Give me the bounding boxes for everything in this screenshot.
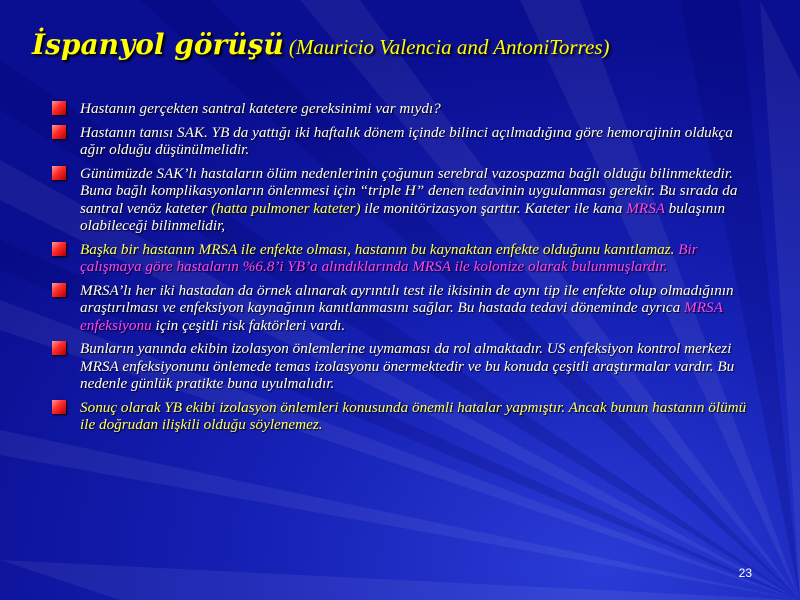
slide-title <box>32 28 760 61</box>
bullet-marker-icon <box>52 101 66 115</box>
title-subtitle: (Mauricio Valencia and AntoniTorres) <box>288 35 610 59</box>
bullet-marker-icon <box>52 125 66 139</box>
bullet-item <box>52 124 758 159</box>
bullet-text: MRSA’lı her iki hastadan da örnek alınarak ayrıntılı test ile ikisinin de aynı tip ile enfekte olup olmadığının araştırılması ve enfeksiyon kaynağının kanıtlanmasını sağlar. Bu hastada tedavi döneminde ayrıca <box>80 281 734 316</box>
title-main: İspanyol görüşü <box>32 28 284 61</box>
bullet-marker-icon <box>52 341 66 355</box>
bullet-item <box>52 241 758 276</box>
bullet-text: için çeşitli risk faktörleri vardı. <box>151 316 346 334</box>
bullet-marker-icon <box>52 400 66 414</box>
bullet-item <box>52 100 758 118</box>
bullet-text: Hastanın tanısı SAK. YB da yattığı iki haftalık dönem içinde bilinci açılmadığına göre hemorajinin oldukça ağır olduğu düşünülmelidir. <box>80 123 733 158</box>
bullet-item <box>52 399 758 434</box>
highlight-text: Bir çalışmaya göre hastaların %6.8’i YB’a alındıklarında MRSA ile kolonize olarak bulunmuşlardır. <box>80 240 698 275</box>
highlight-text: MRSA <box>626 199 665 217</box>
bullet-text: ile monitörizasyon şarttır. Kateter ile kana <box>360 199 627 217</box>
bullet-item <box>52 282 758 335</box>
bullet-text: bulaşının olabileceği bilinmelidir, <box>80 199 726 234</box>
bullet-marker-icon <box>52 283 66 297</box>
bullet-text: Sonuç olarak YB ekibi izolasyon önlemleri konusunda önemli hatalar yapmıştır. Ancak bunun hastanın ölümü ile doğrudan ilişkili olduğu söylenemez. <box>80 398 747 433</box>
bullet-text: Günümüzde SAK’lı hastaların ölüm nedenlerinin çoğunun serebral vazospazma bağlı olduğu bilinmektedir. Buna bağlı komplikasyonların önlenmesi için “triple H” denen tedavinin uygulanması gerekir. Bu sırada da santral venöz kateter <box>80 164 738 217</box>
bullet-text: Bunların yanında ekibin izolasyon önlemlerine uymaması da rol almaktadır. US enfeksiyon kontrol merkezi MRSA enfeksiyonunu önlemede temas izolasyonu önermektedir ve bu konuda çeşitli araştırmalar vardır. Bu nedenle günlük pratikte buna uyulmalıdır. <box>80 340 735 392</box>
bullet-item <box>52 165 758 235</box>
bullet-marker-icon <box>52 166 66 180</box>
bullet-text: Hastanın gerçekten santral katetere gereksinimi var mıydı? <box>80 100 441 117</box>
highlight-text: MRSA enfeksiyonu <box>80 299 723 334</box>
page-number: 23 <box>738 566 752 580</box>
bullet-list <box>52 100 758 440</box>
highlight-text: (hatta pulmoner kateter) <box>211 199 361 217</box>
bullet-text: Başka bir hastanın MRSA ile enfekte olması, hastanın bu kaynaktan enfekte olduğunu kanıtlamaz. <box>80 240 675 258</box>
bullet-item <box>52 340 758 393</box>
bullet-marker-icon <box>52 242 66 256</box>
